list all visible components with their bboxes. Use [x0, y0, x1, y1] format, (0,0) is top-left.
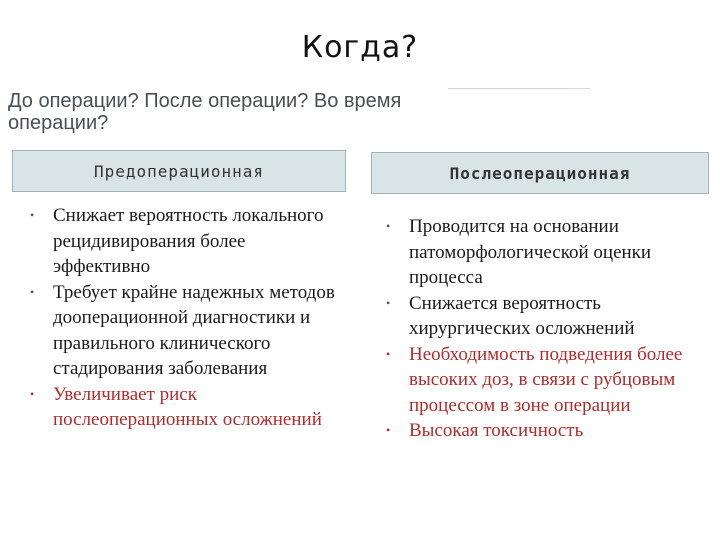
slide-subtitle: До операции? После операции? Во время операции?	[8, 90, 402, 134]
bullet-icon: •	[386, 295, 391, 310]
list-item	[28, 382, 338, 433]
bullet-icon: •	[386, 423, 391, 437]
bullet-icon: •	[386, 346, 391, 361]
bullet-icon: •	[30, 284, 35, 299]
list-item-text: Высокая токсичность	[409, 420, 584, 441]
list-item-text: Необходимость подведения более высоких доз, в связи с рубцовым процессом в зоне операции	[409, 343, 683, 416]
postoperative-list	[384, 214, 700, 444]
list-item-text: Проводится на основании патоморфологической оценки процесса	[409, 216, 652, 288]
list-item-text: Снижается вероятность хирургических осложнений	[409, 292, 635, 339]
list-item-text: Снижает вероятность локального рецидивирования более эффективно	[53, 205, 324, 277]
list-item	[384, 418, 700, 444]
bullet-icon: •	[30, 386, 35, 401]
preoperative-header: Предоперационная	[12, 150, 346, 192]
list-item-text: Требует крайне надежных методов дооперационной диагностики и правильного клинического стадирования заболевания	[53, 281, 335, 379]
list-item	[28, 203, 338, 280]
list-item	[384, 291, 700, 342]
bullet-icon: •	[30, 208, 35, 222]
slide-title: Когда?	[301, 30, 419, 65]
list-item	[28, 280, 338, 382]
list-item	[384, 342, 700, 419]
bullet-icon: •	[386, 219, 391, 233]
preoperative-list	[28, 203, 338, 433]
list-item	[384, 214, 700, 291]
list-item-text: Увеличивает риск послеоперационных осложнений	[53, 383, 322, 430]
title-divider	[448, 88, 590, 89]
postoperative-header: Послеоперационная	[371, 152, 709, 194]
